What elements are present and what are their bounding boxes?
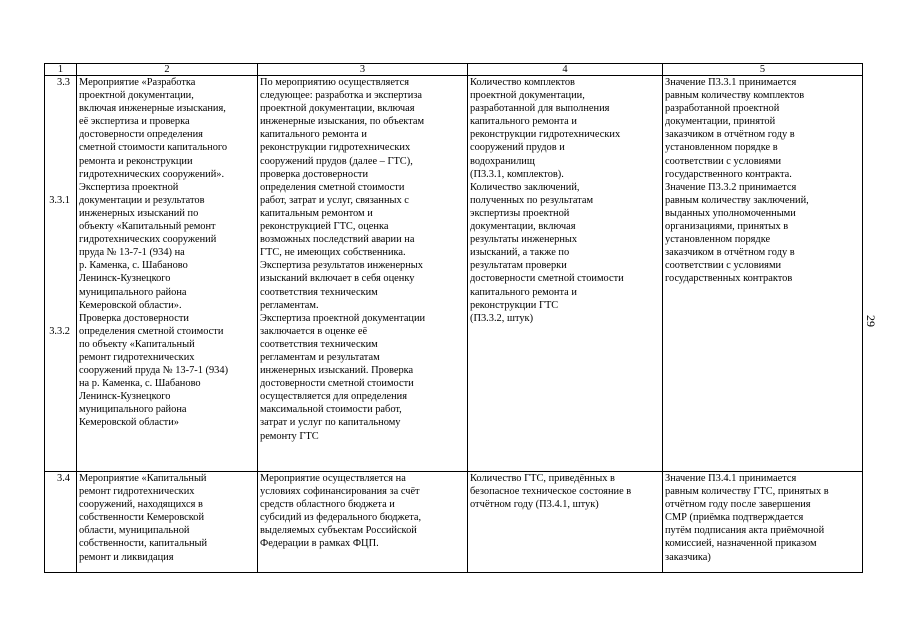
- measure-description-cell: По мероприятию осуществляется следующее: разработка и экспертиза проектной документации, включая инженерные изыскания, по объектам капитального ремонта и реконструкции гидротехнических сооружений прудов (далее – ГТС), проверка достоверности определения сметной стоимости работ, затрат и услуг, связанных с капитальным ремонтом и реконструкцией ГТС, оценка возможных последствий аварии на ГТС, не имеющих собственника. Экспертиза результатов инженерных изысканий включает в себя оценку соответствия техническим регламентам. Экспертиза проектной документации заключается в оценке её соответствия техническим регламентам и результатам инженерных изысканий. Проверка достоверности сметной стоимости осуществляется для определения максимальной стоимости работ, затрат и услуг по капитальному ремонту ГТС: [258, 76, 468, 472]
- indicator-cell: Количество ГТС, приведённых в безопасное техническое состояние в отчётном году (П3.4.1, штук): [468, 472, 663, 573]
- program-measures-table: [44, 63, 863, 573]
- column-number-1: 1: [45, 64, 77, 76]
- item-number-cell: [45, 472, 77, 573]
- item-number: 3.3: [57, 77, 70, 88]
- item-number-cell: [45, 76, 77, 472]
- item-number: 3.3.1: [49, 194, 70, 206]
- table-row: [45, 76, 863, 472]
- measure-name: Экспертиза проектной документации и результатов инженерных изысканий по объекту «Капитальный ремонт гидротехнических сооружений пруда № 13-7-1 (934) на р. Каменка, с. Шабаново Ленинск-Кузнецкого муниципального района Кемеровской области».: [79, 181, 217, 311]
- measure-name-cell: [77, 76, 258, 472]
- measure-name-cell: [77, 472, 258, 573]
- indicator-method-cell: Значение П3.3.1 принимается равным количеству комплектов разработанной проектной документации, принятой заказчиком в отчётном году в установленном порядке в соответствии с условиями государственного контракта. Значение П3.3.2 принимается равным количеству заключений, выданных уполномоченными организациями, принятых в установленном порядке заказчиком в отчётном году в соответствии с условиями государственных контрактов: [663, 76, 863, 472]
- measure-description-cell: Мероприятие осуществляется на условиях софинансирования за счёт средств областного бюджета и субсидий из федерального бюджета, выделяемых субъектам Российской Федерации в рамках ФЦП.: [258, 472, 468, 573]
- measure-name: Проверка достоверности определения сметной стоимости по объекту «Капитальный ремонт гидротехнических сооружений пруда № 13-7-1 (934) на р. Каменка, с. Шабаново Ленинск-Кузнецкого муниципального района Кемеровской области»: [79, 312, 229, 429]
- column-number-row: [45, 64, 863, 76]
- item-number: 3.3.2: [49, 325, 70, 337]
- measure-name: Мероприятие «Капитальный ремонт гидротехнических сооружений, находящихся в собственности Кемеровской области, муниципальной собственности, капитальный ремонт и ликвидация: [79, 473, 208, 563]
- column-number-3: 3: [258, 64, 468, 76]
- indicator-cell: Количество комплектов проектной документации, разработанной для выполнения капитального ремонта и реконструкции гидротехнических сооружений прудов и водохранилищ (П3.3.1, комплектов). Количество заключений, полученных по результатам экспертизы проектной документации, включая результаты инженерных изысканий, а также по результатам проверки достоверности сметной стоимости капитального ремонта и реконструкции ГТС (П3.3.2, штук): [468, 76, 663, 472]
- page-number: 29: [864, 315, 878, 327]
- item-number: 3.4: [57, 473, 70, 484]
- column-number-5: 5: [663, 64, 863, 76]
- indicator-method-cell: Значение П3.4.1 принимается равным количеству ГТС, принятых в отчётном году после завершения СМР (приёмка подтверждается путём подписания акта приёмочной комиссией, назначенной приказом заказчика): [663, 472, 863, 573]
- table-row: [45, 472, 863, 573]
- measure-name: Мероприятие «Разработка проектной документации, включая инженерные изыскания, eё экспертиза и проверка достоверности определения сметной стоимости капитального ремонта и реконструкции гидротехнических сооружений».: [79, 77, 228, 180]
- column-number-2: 2: [77, 64, 258, 76]
- column-number-4: 4: [468, 64, 663, 76]
